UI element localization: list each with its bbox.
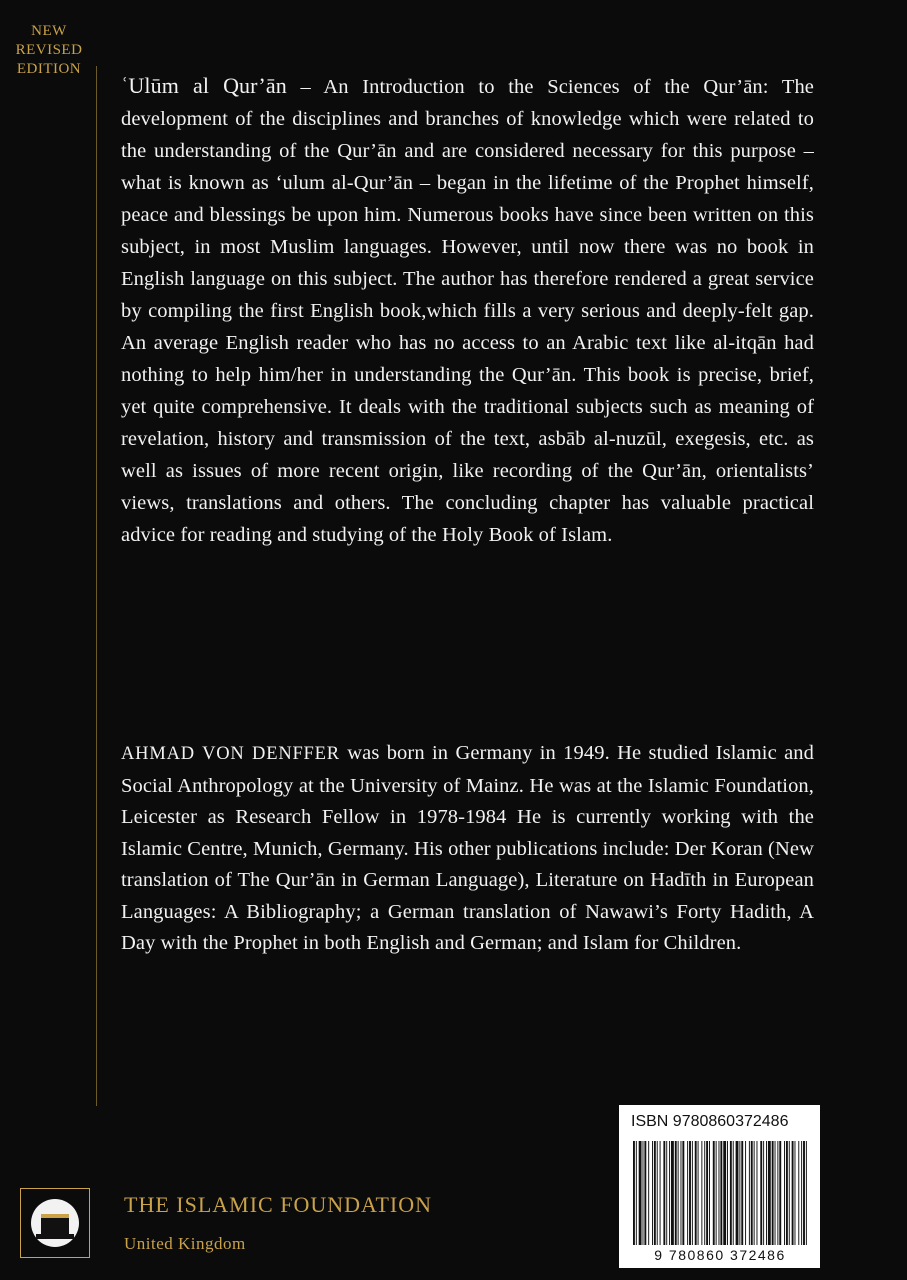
barcode-bar (730, 1141, 732, 1245)
author-name: AHMAD VON DENFFER (121, 744, 340, 764)
barcode-bar (763, 1141, 764, 1245)
barcode-bar (698, 1141, 699, 1245)
barcode-bar (669, 1141, 670, 1245)
kaaba-icon (20, 1188, 90, 1258)
book-description-text: – An Introduction to the Sciences of the Qur’ān: The development of the disciplines and branches of knowledge which were related to the understanding of the Qur’ān and are considered necessary for this purpose – what is known as ‘ulum al-Qur’ān – began in the lifetime of the Prophet himself, peace and blessings be upon him. Numerous books have since been written on this subject, in most Muslim languages. However, until now there was no book in English language on this subject. The author has therefore rendered a great service by compiling the first English book,which fills a very serious and deeply-felt gap. An average English reader who has no access to an Arabic text like al-itqān had nothing to help him/her in understanding the Qur’ān. This book is precise, brief, yet quite comprehensive. It deals with the traditional subjects such as meaning of revelation, history and transmission of the text, asbāb al-nuzūl, exegesis, etc. as well as issues of more recent origin, like recording of the Qur’ān, orientalists’ views, translations and others. The concluding chapter has valuable practical advice for reading and studying of the Holy Book of Islam. (121, 76, 814, 546)
barcode-bar (709, 1141, 710, 1245)
edition-line-edition: EDITION (16, 61, 82, 77)
isbn-barcode (619, 1105, 820, 1268)
barcode-bar (720, 1141, 722, 1245)
barcode-bars (631, 1141, 809, 1245)
barcode-bar (736, 1141, 739, 1245)
isbn-label: ISBN 9780860372486 (631, 1113, 789, 1130)
barcode-bar (654, 1141, 656, 1245)
barcode-bar (766, 1141, 767, 1245)
barcode-bar (636, 1141, 637, 1245)
barcode-bar (678, 1141, 679, 1245)
vertical-divider (96, 66, 97, 1106)
barcode-bar (652, 1141, 653, 1245)
barcode-bar (792, 1141, 794, 1245)
barcode-bar (786, 1141, 788, 1245)
barcode-bar (666, 1141, 667, 1245)
barcode-bar (648, 1141, 649, 1245)
barcode-bar (772, 1141, 774, 1245)
author-bio-text: was born in Germany in 1949. He studied Islamic and Social Anthropology at the University of Mainz. He was at the Islamic Foundation, Leicester as Research Fellow in 1978-1984 He is currently working with the Islamic Centre, Munich, Germany. His other publications include: Der Koran (New translation of The Qur’ān in German Language), Literature on Hadīth in European Languages: A Bibliography; a German translation of Nawawi’s Forty Hadith, A Day with the Prophet in both English and German; and Islam for Children. (121, 742, 814, 954)
barcode-bar (733, 1141, 734, 1245)
barcode-bar (779, 1141, 781, 1245)
barcode-bar (757, 1141, 758, 1245)
edition-line-revised: REVISED (15, 42, 83, 58)
barcode-bar (713, 1141, 715, 1245)
barcode-bar (754, 1141, 755, 1245)
publisher-country: United Kingdom (124, 1234, 246, 1253)
barcode-bar (692, 1141, 693, 1245)
barcode-bar (639, 1141, 642, 1245)
barcode-bar (751, 1141, 753, 1245)
book-title: ʿUlūm al Qur’ān (121, 73, 287, 98)
barcode-bar (704, 1141, 705, 1245)
barcode-bar (663, 1141, 665, 1245)
logo-base (36, 1234, 74, 1239)
barcode-bar (701, 1141, 702, 1245)
barcode-bar (784, 1141, 785, 1245)
barcode-bar (727, 1141, 728, 1245)
barcode-digits: 9 780860 372486 (654, 1247, 786, 1263)
barcode-bar (657, 1141, 658, 1245)
book-description (121, 70, 814, 551)
barcode-bar (795, 1141, 796, 1245)
barcode-bar (806, 1141, 807, 1245)
barcode-bar (798, 1141, 799, 1245)
barcode-bar (633, 1141, 635, 1245)
barcode-bar (706, 1141, 708, 1245)
barcode-bar (719, 1141, 720, 1245)
barcode-bar (777, 1141, 778, 1245)
logo-kaaba-shape (41, 1214, 69, 1234)
barcode-bar (768, 1141, 771, 1245)
barcode-bar (789, 1141, 790, 1245)
barcode-bar (716, 1141, 717, 1245)
barcode-bar (643, 1141, 644, 1245)
barcode-bar (723, 1141, 726, 1245)
barcode-bar (745, 1141, 746, 1245)
barcode-bar (801, 1141, 802, 1245)
barcode-bar (675, 1141, 677, 1245)
barcode-bar (741, 1141, 743, 1245)
barcode-bar (671, 1141, 674, 1245)
publisher-name: THE ISLAMIC FOUNDATION (124, 1192, 432, 1217)
barcode-bar (644, 1141, 646, 1245)
barcode-bar (687, 1141, 688, 1245)
barcode-bar (681, 1141, 682, 1245)
barcode-bar (739, 1141, 740, 1245)
edition-line-new: NEW (31, 23, 67, 39)
barcode-bar (695, 1141, 697, 1245)
barcode-bar (760, 1141, 762, 1245)
barcode-bar (689, 1141, 691, 1245)
author-bio (121, 738, 814, 960)
barcode-bar (682, 1141, 684, 1245)
barcode-bar (660, 1141, 661, 1245)
edition-badge (6, 22, 92, 79)
barcode-bar (749, 1141, 750, 1245)
barcode-bar (803, 1141, 805, 1245)
barcode-bar (775, 1141, 776, 1245)
